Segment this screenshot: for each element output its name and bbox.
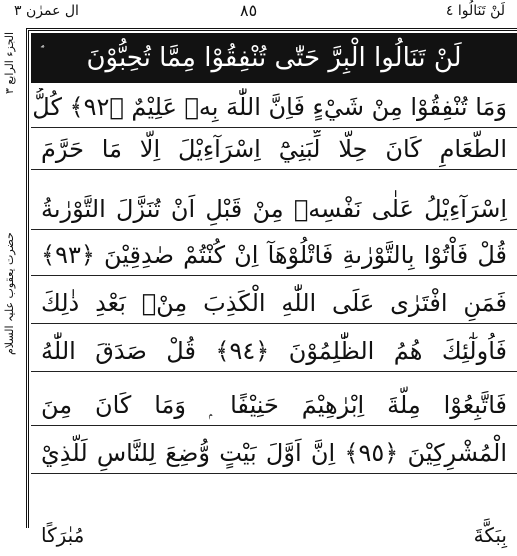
verse-line: الطَّعَامِ كَانَ حِلًّا لِّبَنِيْٓ اِسْرَآءِيْلَ اِلَّا مَا حَرَّمَ xyxy=(31,130,517,170)
running-header xyxy=(0,0,517,30)
margin-notes xyxy=(0,32,24,517)
running-title-surah: ال عمرٰن ٣ xyxy=(14,3,79,19)
running-title-juz: لَنْ تَنَالُوا ٤ xyxy=(445,3,505,19)
verse-line: فَاتَّبِعُوْا مِلَّةَ اِبْرٰهِيْمَ حَنِيْفًا ۭ وَمَا كَانَ مِنَ xyxy=(31,386,517,426)
verse-line: وَمَا تُنْفِقُوْا مِنْ شَيْءٍ فَاِنَّ اللّٰهَ بِهٖ عَلِيْمٌ ﴿٩٢﴾ كُلُّ xyxy=(31,88,517,128)
verse-line: فَمَنِ افْتَرٰى عَلَى اللّٰهِ الْكَذِبَ مِنْۢ بَعْدِ ذٰلِكَ xyxy=(31,284,517,324)
margin-note-top: الجزء الرابع ٣ xyxy=(3,32,16,95)
verse-line: قُلْ فَاْتُوْا بِالتَّوْرٰىةِ فَاتْلُوْهَآ اِنْ كُنْتُمْ صٰدِقِيْنَ ﴿٩٣﴾ xyxy=(31,236,517,276)
verse-line: الْمُشْرِكِيْنَ ﴿٩٥﴾ اِنَّ اَوَّلَ بَيْتٍ وُّضِعَ لِلنَّاسِ لَلَّذِيْ xyxy=(31,434,517,474)
verse-area xyxy=(31,86,517,547)
verse-line: اِسْرَآءِيْلُ عَلٰى نَفْسِهٖ مِنْ قَبْلِ اَنْ تُنَزَّلَ التَّوْرٰىةُ xyxy=(31,190,517,230)
verse-line-partial: بِبَكَّةَ مُبٰرَكًا xyxy=(41,523,507,547)
heading-text: لَنْ تَنَالُوا الْبِرَّ حَتّٰى تُنْفِقُوْا مِمَّا تُحِبُّوْنَ xyxy=(86,43,462,73)
verse-line: فَاُولٰٓئِكَ هُمُ الظّٰلِمُوْنَ ﴿٩٤﴾ قُلْ صَدَقَ اللّٰهُ xyxy=(31,332,517,372)
heading-band xyxy=(31,33,517,83)
margin-note-bottom: حضرت یعقوب علیہ السلام xyxy=(3,232,16,355)
page-number: ٨٥ xyxy=(240,1,258,20)
